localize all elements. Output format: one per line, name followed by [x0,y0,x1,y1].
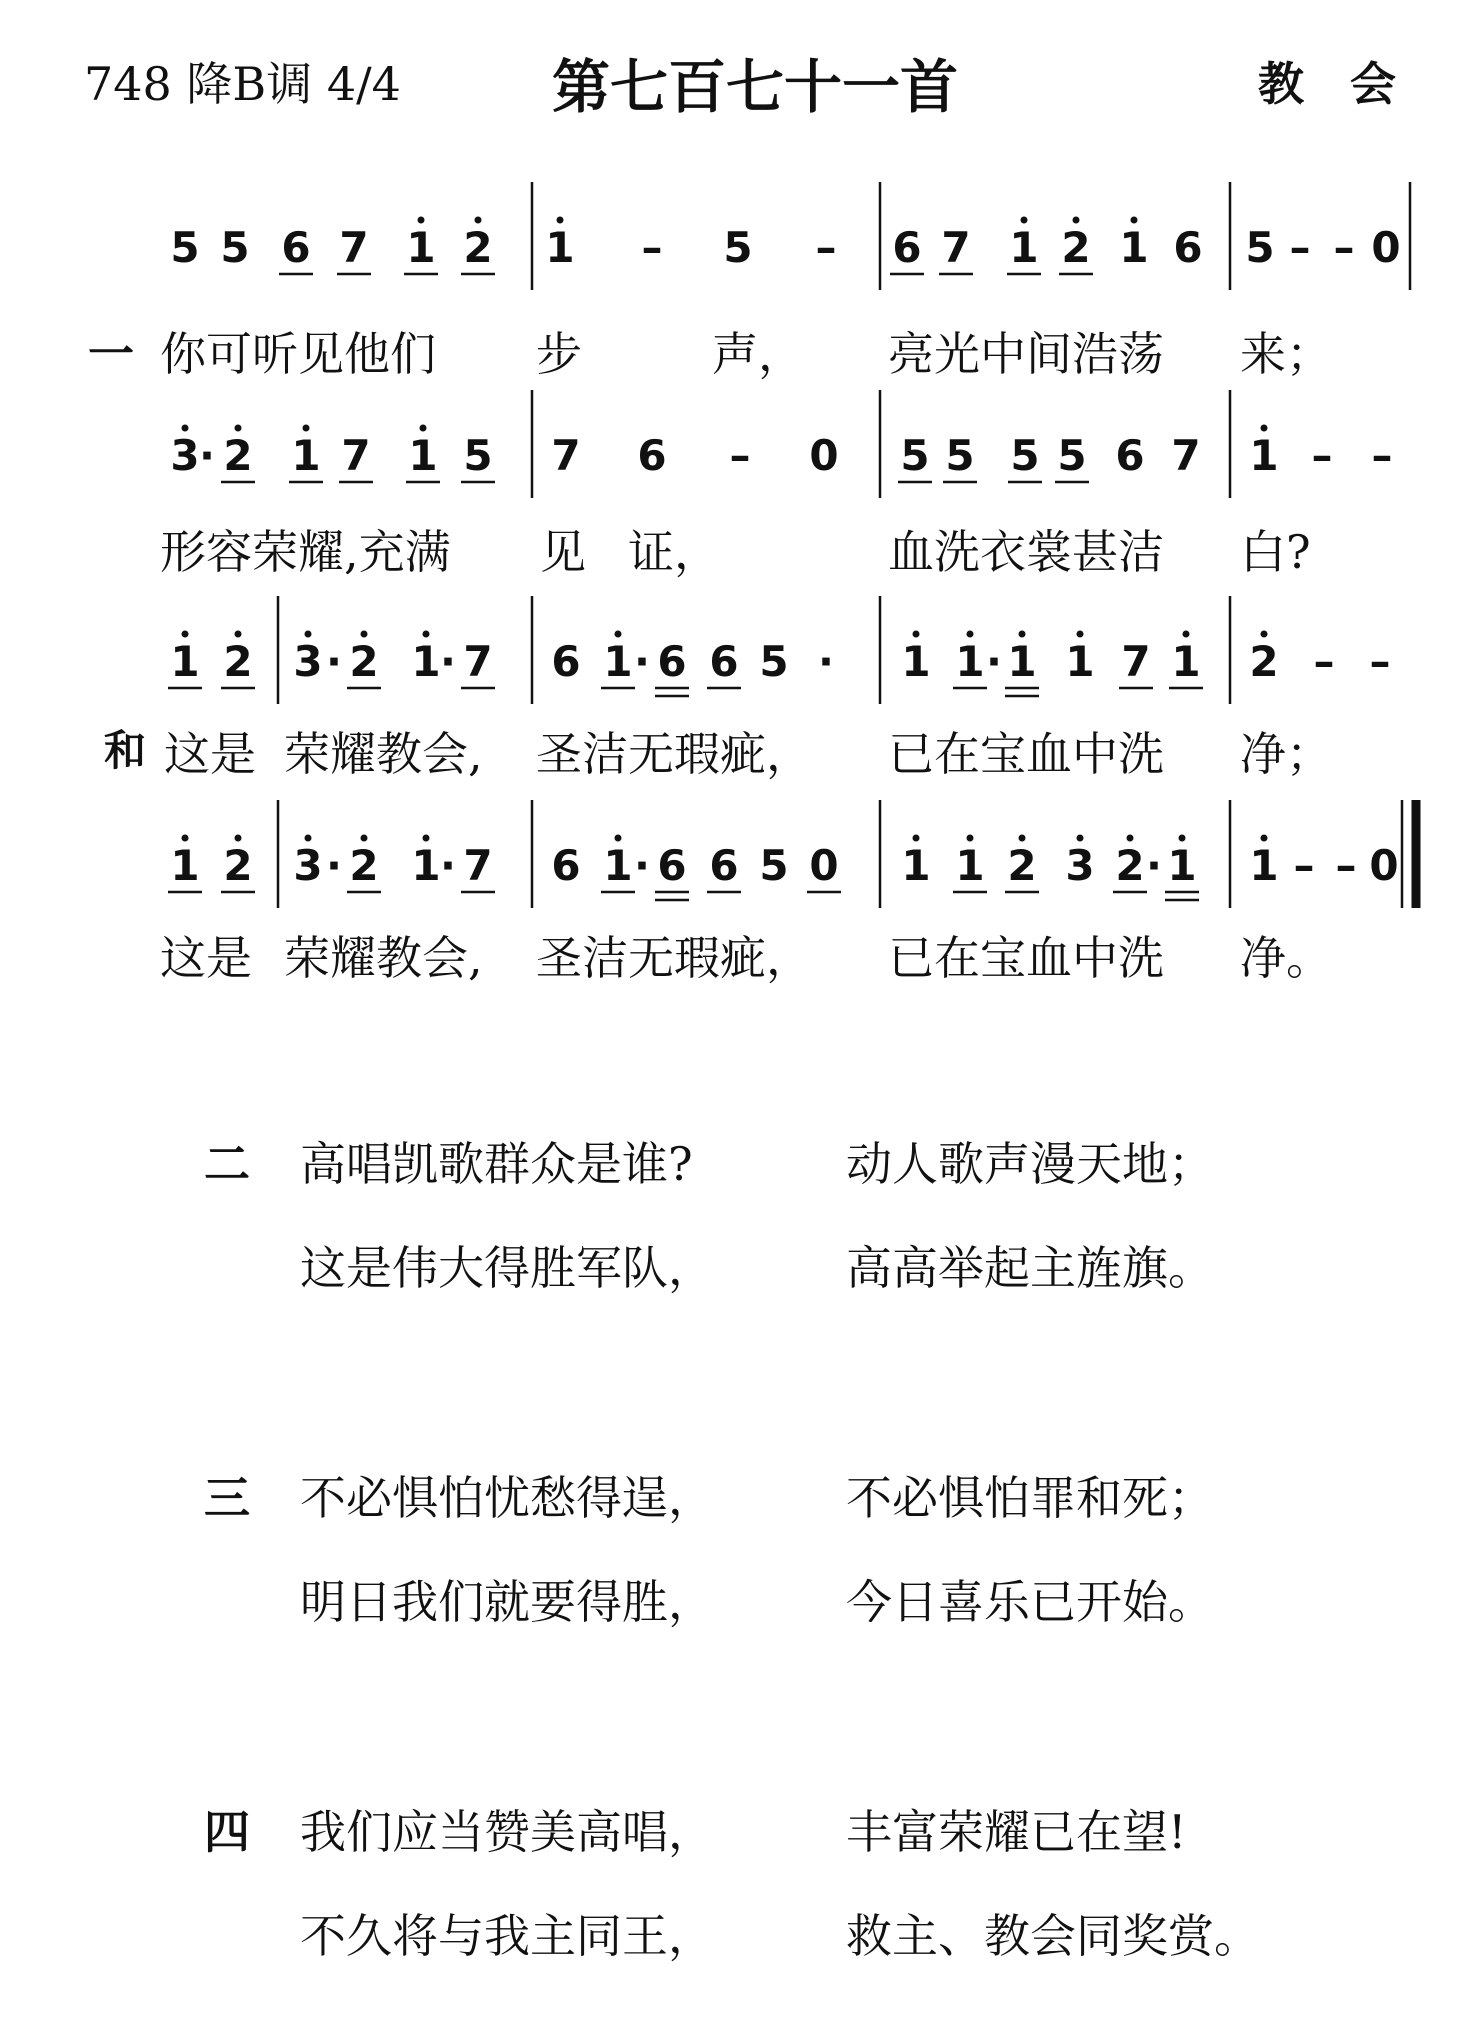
note-r4-12: 6 [657,841,687,890]
verse-2-label: 二 [204,1137,250,1191]
verse-1-label: 一 [88,327,134,381]
note-r1-6-high-dot [475,217,482,224]
note-r2-9: 6 [637,431,667,480]
lyric-4-seg-3: 圣洁无瑕疵， [536,931,812,985]
note-r1-15-high-dot [1131,217,1138,224]
note-r2-18-high-dot [1261,425,1268,432]
note-r2-1: 3 [170,431,200,480]
note-r1-9: 5 [723,223,753,272]
lyric-4-seg-4: 已在宝血中洗 [888,931,1164,985]
note-r4-1-high-dot [182,835,189,842]
note-r2-11: 0 [809,431,839,480]
note-r2-7: 5 [463,431,493,480]
note-r1-13: 1 [1009,223,1039,272]
note-r3-1: 1 [170,637,200,686]
note-r3-20: 1 [1065,637,1095,686]
lyric-2-seg-3: 证， [628,525,720,579]
verse-3-line-2-a: 明日我们就要得胜， [300,1575,714,1629]
note-r1-7: 1 [545,223,575,272]
lyric-2-seg-1: 形容荣耀,充满 [160,525,451,579]
note-r3-17: 1 [955,637,985,686]
note-r1-3: 6 [281,223,311,272]
note-r2-16: 6 [1115,431,1145,480]
hymn-number-key: 748 降B调 4/4 [84,57,401,111]
verse-2-line-2-a: 这是伟大得胜军队， [300,1241,714,1295]
note-r4-21: · [1146,841,1162,890]
note-r1-15: 1 [1119,223,1149,272]
hymn-title: 第七百七十一首 [552,53,959,121]
lyric-3-seg-2: 荣耀教会, [284,727,483,781]
note-r3-4: · [326,637,342,686]
note-r4-2-high-dot [235,835,242,842]
note-r4-3-high-dot [305,835,312,842]
lyric-1-seg-4: 亮光中间浩荡 [888,327,1164,381]
note-r1-5-high-dot [418,217,425,224]
note-r3-16-high-dot [913,631,920,638]
verse-3-line-1-b: 不必惧怕罪和死； [846,1471,1214,1525]
note-r2-17: 7 [1171,431,1201,480]
lyric-3-seg-1: 这是 [164,727,256,781]
note-r1-4: 7 [339,223,369,272]
verse-4-line-2-b: 救主、教会同奖赏。 [846,1909,1260,1963]
note-r2-6: 1 [408,431,438,480]
note-r4-18-high-dot [1019,835,1026,842]
verse-4-line-1-b: 丰富荣耀已在望! [846,1805,1187,1859]
note-r3-1-high-dot [182,631,189,638]
lyric-1-seg-2: 步 [536,327,582,381]
note-r4-7: · [440,841,456,890]
note-r2-20: – [1371,431,1393,480]
note-r4-10: 1 [603,841,633,890]
lyric-3-seg-5: 净； [1240,727,1332,781]
note-r4-1: 1 [170,841,200,890]
note-r3-24: – [1313,637,1335,686]
lyric-4-seg-1: 这是 [160,931,252,985]
note-r4-16-high-dot [913,835,920,842]
note-r4-19-high-dot [1077,835,1084,842]
note-r2-19: – [1311,431,1333,480]
note-r4-17-high-dot [967,835,974,842]
note-r3-21: 7 [1121,637,1151,686]
note-r4-13: 6 [709,841,739,890]
note-r3-16: 1 [901,637,931,686]
note-r1-5: 1 [406,223,436,272]
note-r4-8: 7 [463,841,493,890]
note-r4-19: 3 [1065,841,1095,890]
note-r2-14: 5 [1010,431,1040,480]
lyric-3-seg-4: 已在宝血中洗 [888,727,1164,781]
note-r3-8: 7 [463,637,493,686]
note-r3-2-high-dot [235,631,242,638]
note-r1-17: 5 [1245,223,1275,272]
verse-2-line-2-b: 高高举起主旌旗。 [846,1241,1214,1295]
note-r3-22-high-dot [1183,631,1190,638]
lyric-4-seg-2: 荣耀教会, [284,931,483,985]
note-r3-10: 1 [603,637,633,686]
lyric-2-seg-4: 血洗衣裳甚洁 [888,525,1164,579]
note-r1-13-high-dot [1021,217,1028,224]
note-r4-20-high-dot [1127,835,1134,842]
note-r2-4: 1 [291,431,321,480]
note-r1-6: 2 [463,223,493,272]
note-r1-8: – [641,223,663,272]
note-r2-4-high-dot [303,425,310,432]
note-r1-20: 0 [1371,223,1401,272]
note-r4-4: · [326,841,342,890]
note-r4-16: 1 [901,841,931,890]
lyric-4-seg-5: 净。 [1240,931,1332,985]
numbered-music-score [0,0,1470,960]
verse-4-line-2-a: 不久将与我主同王， [300,1909,714,1963]
note-r4-9: 6 [551,841,581,890]
note-r2-13: 5 [945,431,975,480]
note-r3-15: · [818,637,834,686]
note-r2-18: 1 [1249,431,1279,480]
note-r1-16: 6 [1173,223,1203,272]
verse-4-line-1-a: 我们应当赞美高唱， [300,1805,714,1859]
note-r4-25: – [1335,841,1357,890]
note-r2-5: 7 [341,431,371,480]
note-r3-9: 6 [551,637,581,686]
note-r2-6-high-dot [420,425,427,432]
note-r4-24: – [1293,841,1315,890]
note-r3-20-high-dot [1077,631,1084,638]
note-r4-22: 1 [1167,841,1197,890]
note-r4-22-high-dot [1179,835,1186,842]
note-r3-13: 6 [709,637,739,686]
note-r1-1: 5 [170,223,200,272]
note-r2-10: – [729,431,751,480]
note-r3-6-high-dot [423,631,430,638]
note-r2-2: · [199,431,215,480]
note-r4-26: 0 [1369,841,1399,890]
refrain-label: 和 [104,726,147,775]
note-r4-5: 2 [349,841,379,890]
note-r3-5-high-dot [361,631,368,638]
verse-4-label: 四 [204,1805,250,1859]
note-r4-10-high-dot [615,835,622,842]
note-r1-2: 5 [220,223,250,272]
note-r2-15: 5 [1057,431,1087,480]
note-r3-6: 1 [411,637,441,686]
note-r2-3: 2 [223,431,253,480]
note-r1-14: 2 [1061,223,1091,272]
lyric-1-seg-3: 声， [712,327,804,381]
note-r4-14: 5 [759,841,789,890]
note-r2-8: 7 [551,431,581,480]
note-r4-2: 2 [223,841,253,890]
note-r3-2: 2 [223,637,253,686]
note-r4-18: 2 [1007,841,1037,890]
note-r4-23: 1 [1249,841,1279,890]
lyric-2-seg-5: 白? [1240,525,1311,579]
note-r4-5-high-dot [361,835,368,842]
note-r3-5: 2 [349,637,379,686]
note-r3-25: – [1369,637,1391,686]
note-r4-3: 3 [293,841,323,890]
note-r1-10: – [815,223,837,272]
note-r3-23: 2 [1249,637,1279,686]
note-r1-18: – [1289,223,1311,272]
verse-2-line-1-a: 高唱凯歌群众是谁? [300,1137,693,1191]
verse-3-label: 三 [204,1471,250,1525]
note-r3-19-high-dot [1019,631,1026,638]
note-r4-15: 0 [809,841,839,890]
note-r3-17-high-dot [967,631,974,638]
note-r3-23-high-dot [1261,631,1268,638]
verse-3-line-1-a: 不必惧怕忧愁得逞， [300,1471,714,1525]
note-r4-23-high-dot [1261,835,1268,842]
note-r2-3-high-dot [235,425,242,432]
note-r3-3: 3 [293,637,323,686]
note-r3-12: 6 [657,637,687,686]
note-r3-11: · [634,637,650,686]
note-r1-11: 6 [892,223,922,272]
note-r1-14-high-dot [1073,217,1080,224]
hymn-category: 教 会 [1258,57,1396,111]
lyric-2-seg-2: 见 [540,525,586,579]
note-r4-11: · [634,841,650,890]
note-r3-10-high-dot [615,631,622,638]
lyric-1-seg-1: 你可听见他们 [160,327,436,381]
note-r4-6-high-dot [423,835,430,842]
note-r4-17: 1 [955,841,985,890]
note-r2-12: 5 [900,431,930,480]
lyric-3-seg-3: 圣洁无瑕疵， [536,727,812,781]
note-r3-3-high-dot [305,631,312,638]
note-r1-19: – [1333,223,1355,272]
note-r3-22: 1 [1171,637,1201,686]
note-r3-7: · [440,637,456,686]
note-r2-1-high-dot [182,425,189,432]
verse-3-line-2-b: 今日喜乐已开始。 [846,1575,1214,1629]
note-r3-18: · [986,637,1002,686]
note-r3-19: 1 [1007,637,1037,686]
note-r1-12: 7 [941,223,971,272]
verse-2-line-1-b: 动人歌声漫天地； [846,1137,1214,1191]
note-r3-14: 5 [759,637,789,686]
note-r4-6: 1 [411,841,441,890]
note-r4-20: 2 [1115,841,1145,890]
lyric-1-seg-5: 来； [1240,327,1332,381]
note-r1-7-high-dot [557,217,564,224]
